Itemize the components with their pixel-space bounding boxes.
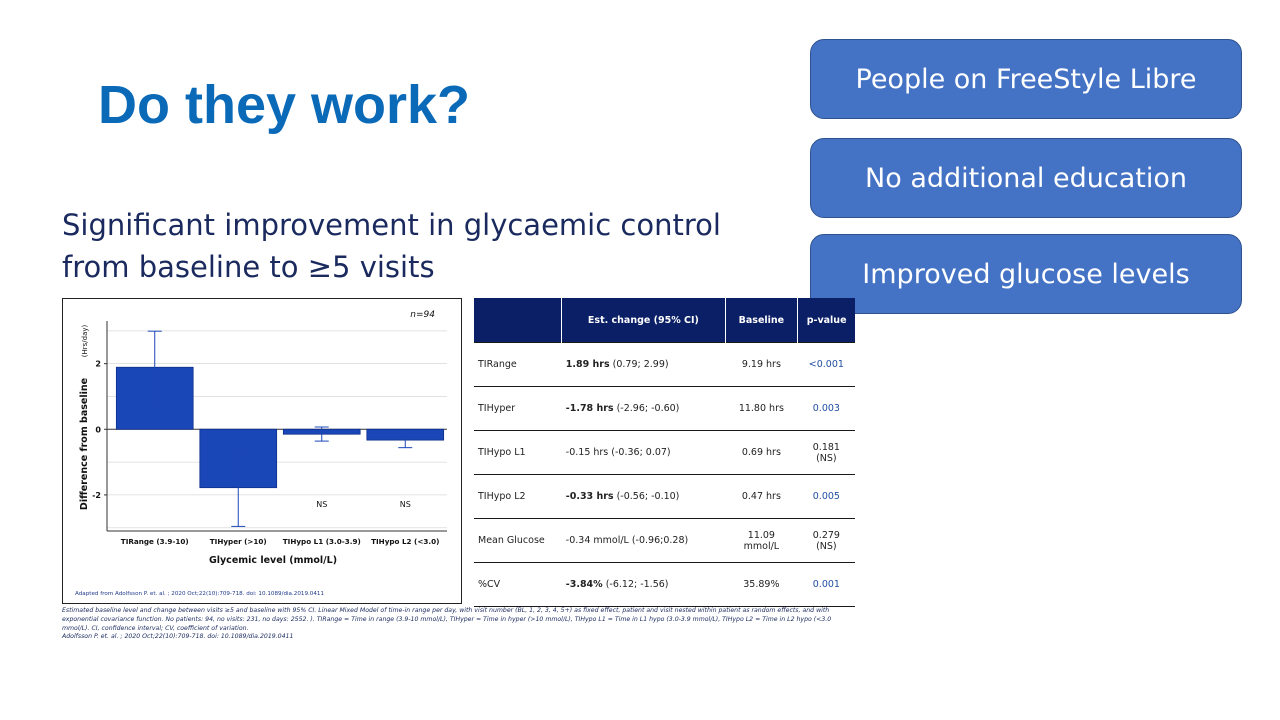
row-est-change: -0.33 hrs (-0.56; -0.10)	[562, 475, 725, 519]
table-header-baseline: Baseline	[725, 298, 798, 343]
x-tick-label: TIRange (3.9-10)	[120, 537, 189, 546]
pill-improved-glucose-levels: Improved glucose levels	[810, 234, 1242, 314]
table-row	[474, 519, 855, 563]
row-baseline: 35.89%	[725, 563, 798, 607]
results-table	[474, 298, 855, 607]
x-tick-label: TIHypo L1 (3.0-3.9)	[282, 537, 361, 546]
row-baseline: 11.80 hrs	[725, 387, 798, 431]
row-est-change: -1.78 hrs (-2.96; -0.60)	[562, 387, 725, 431]
table-header-row	[474, 298, 855, 343]
row-label: TIHyper	[474, 387, 562, 431]
row-label: TIRange	[474, 343, 562, 387]
x-tick-label: TIHypo L2 (<3.0)	[371, 537, 440, 546]
bar-significance-label: NS	[399, 499, 411, 509]
chart-source-note: Adapted from Adolfsson P. et. al. ; 2020 Oct;22(10):709-718. doi: 10.1089/dia.2019.0411	[75, 591, 325, 597]
y-axis-unit-label: (Hrs/day)	[81, 324, 89, 358]
y-tick-label: 0	[95, 425, 101, 435]
footnote	[62, 607, 854, 642]
slide-title: Do they work?	[98, 75, 471, 135]
table-row	[474, 343, 855, 387]
table-row	[474, 431, 855, 475]
table-body	[474, 343, 855, 607]
row-baseline: 0.69 hrs	[725, 431, 798, 475]
footnote-description: Estimated baseline level and change between visits ≥5 and baseline with 95% CI. Linear Mixed Model of time-in range per day, with visit number (BL, 1, 2, 3, 4, 5+) as fixed effect, patient and visit nested within patient as random effects, and with exponential covariance function. No patients: 94, no visits: 231, no days: 2552. ). TIRange = Time in range (3.9-10 mmol/L), TIHyper = Time in hyper (>10 mmol/L), TIHypo L1 = Time in L1 hypo (3.0-3.9 mmol/L), TIHypo L2 = Time in L2 hypo (<3.0 mmol/L). CI, confidence interval; CV, coefficient of variation.	[62, 607, 832, 632]
bar-chart-panel	[62, 298, 462, 604]
y-axis-label: Difference from baseline	[79, 377, 90, 511]
pill-people-on-freestyle-libre: People on FreeStyle Libre	[810, 39, 1242, 119]
bar-chart	[63, 299, 463, 605]
row-p-value: 0.001	[798, 563, 855, 607]
bar-significance-label: NS	[316, 499, 328, 509]
table-header-blank	[474, 298, 562, 343]
row-p-value: 0.279 (NS)	[798, 519, 855, 563]
row-est-change: 1.89 hrs (0.79; 2.99)	[562, 343, 725, 387]
table-header-est-change: Est. change (95% CI)	[562, 298, 725, 343]
y-tick-label: 2	[95, 359, 101, 369]
row-p-value: 0.003	[798, 387, 855, 431]
table-row	[474, 475, 855, 519]
slide-subtitle: Significant improvement in glycaemic control from baseline to ≥5 visits	[62, 208, 721, 284]
row-est-change: -0.34 mmol/L (-0.96;0.28)	[562, 519, 725, 563]
row-est-change: -3.84% (-6.12; -1.56)	[562, 563, 725, 607]
x-axis-label: Glycemic level (mmol/L)	[208, 555, 338, 566]
n-label: n=94	[410, 310, 435, 320]
row-baseline: 9.19 hrs	[725, 343, 798, 387]
row-label: TIHypo L1	[474, 431, 562, 475]
row-p-value: <0.001	[798, 343, 855, 387]
table-header-p-value: p-value	[798, 298, 855, 343]
table-row	[474, 387, 855, 431]
y-tick-label: -2	[92, 490, 101, 500]
row-p-value: 0.005	[798, 475, 855, 519]
row-baseline: 0.47 hrs	[725, 475, 798, 519]
row-label: %CV	[474, 563, 562, 607]
row-baseline: 11.09 mmol/L	[725, 519, 798, 563]
table-row	[474, 563, 855, 607]
row-label: Mean Glucose	[474, 519, 562, 563]
footnote-reference: Adolfsson P. et. al. ; 2020 Oct;22(10):709-718. doi: 10.1089/dia.2019.0411	[62, 633, 294, 641]
row-p-value: 0.181 (NS)	[798, 431, 855, 475]
pill-no-additional-education: No additional education	[810, 138, 1242, 218]
row-est-change: -0.15 hrs (-0.36; 0.07)	[562, 431, 725, 475]
row-label: TIHypo L2	[474, 475, 562, 519]
x-tick-label: TIHyper (>10)	[209, 537, 267, 546]
